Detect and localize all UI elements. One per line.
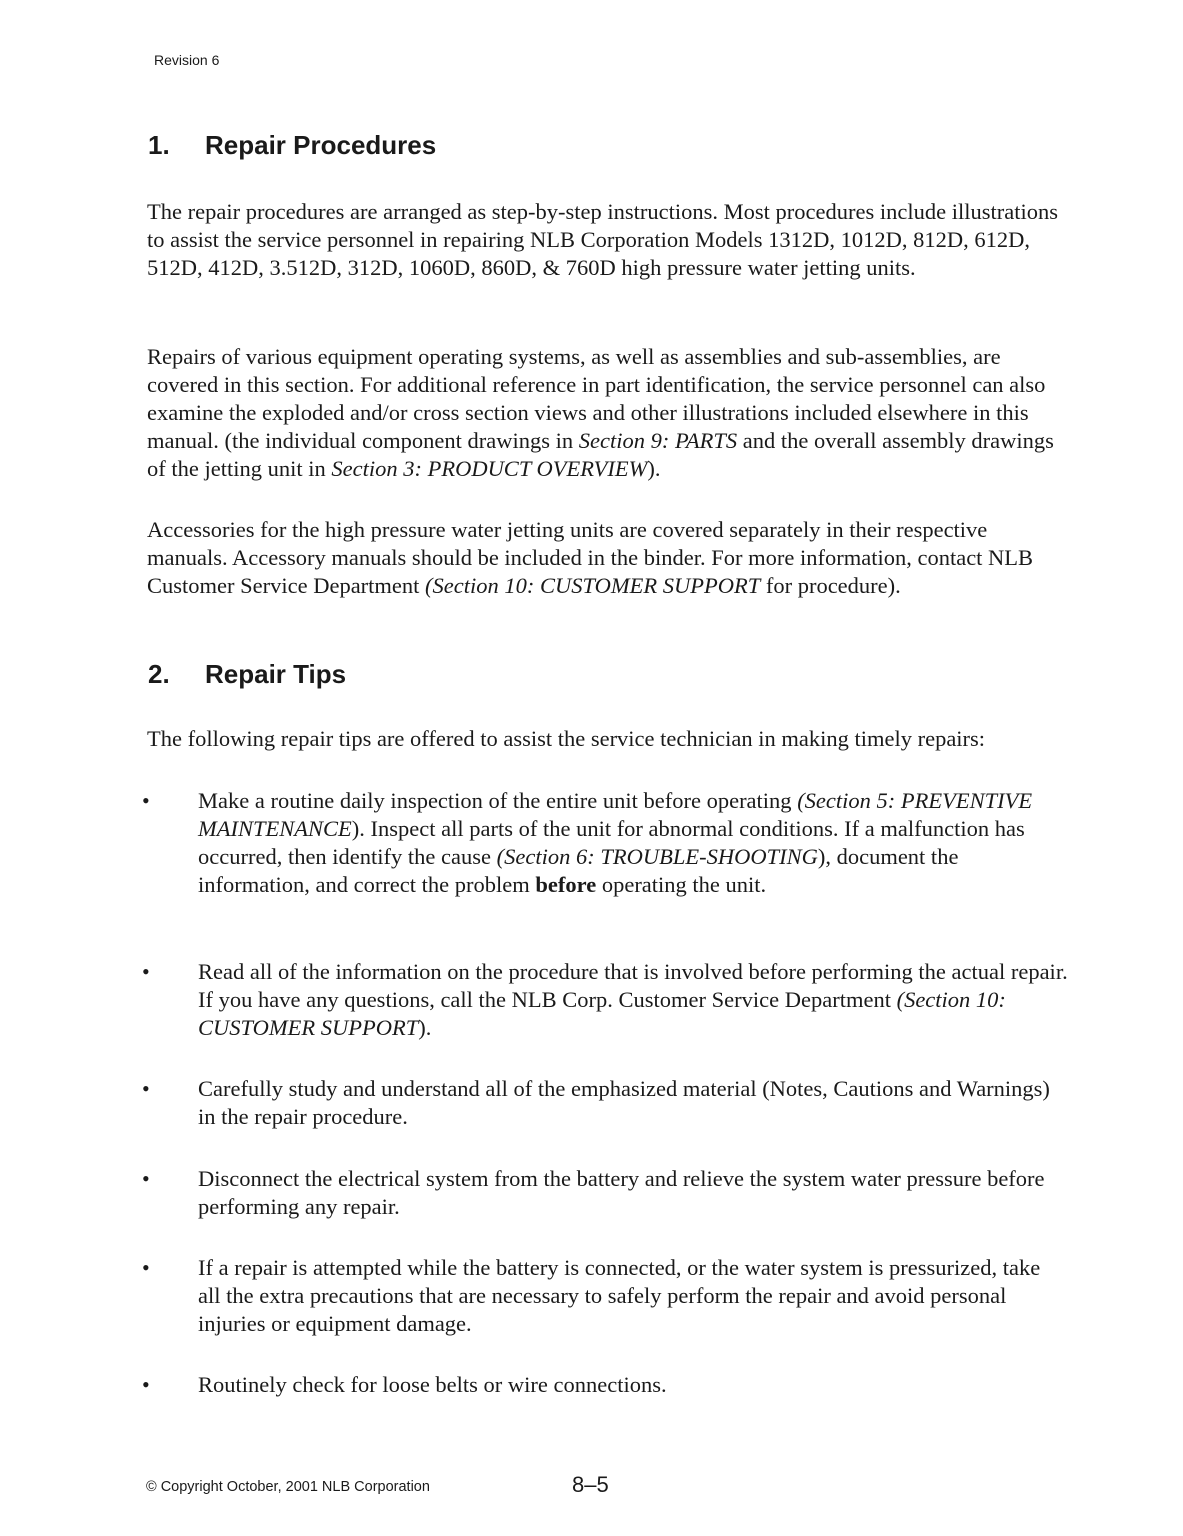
p3-text-b: for procedure). bbox=[760, 573, 901, 598]
copyright-notice: © Copyright October, 2001 NLB Corporation bbox=[146, 1479, 430, 1495]
section-1-paragraph-2 bbox=[147, 343, 1067, 483]
revision-label: Revision 6 bbox=[154, 52, 220, 68]
section-10-reference: (Section 10: CUSTOMER SUPPORT bbox=[198, 987, 1006, 1040]
section-5-reference: (Section 5: PREVENTIVE MAINTENANCE bbox=[198, 788, 1033, 841]
tip-text: Routinely check for loose belts or wire connections. bbox=[198, 1372, 667, 1397]
page-number: 8–5 bbox=[572, 1472, 609, 1497]
tip2-b: ). bbox=[418, 1015, 432, 1040]
tip1-d: operating the unit. bbox=[596, 872, 767, 897]
tip-text: If a repair is attempted while the battery is connected, or the water system is pressurized, take all the extra precautions that are necessary to safely perform the repair and avoid personal injuries or equipment damage. bbox=[198, 1255, 1041, 1336]
section-1-title: Repair Procedures bbox=[205, 130, 437, 160]
tip1-bold-before: before bbox=[535, 872, 597, 897]
bullet-icon: • bbox=[142, 1255, 150, 1280]
section-1-paragraph-1: The repair procedures are arranged as step-by-step instructions. Most procedures include illustrations to assist the service personnel in repairing NLB Corporation Models 1312D, 1012D, 812D, 612D, 512D, 412D, 3.512D, 312D, 1060D, 860D, & 760D high pressure water jetting units. bbox=[147, 199, 1058, 280]
bullet-icon: • bbox=[142, 1166, 150, 1191]
section-3-reference: Section 3: PRODUCT OVERVIEW bbox=[331, 456, 648, 481]
bullet-icon: • bbox=[142, 1372, 150, 1397]
tip-text bbox=[198, 787, 1068, 899]
p3-text-a: Accessories for the high pressure water jetting units are covered separately in their respective manuals. Accessory manuals should be included in the binder. For more information, contact NLB Customer Service Department bbox=[147, 517, 1034, 598]
tip1-c: ), document the information, and correct the problem bbox=[198, 844, 959, 897]
tip1-b: ). Inspect all parts of the unit for abnormal conditions. If a malfunction has occurred, then identify the cause bbox=[198, 816, 1025, 869]
section-2-intro: The following repair tips are offered to assist the service technician in making timely repairs: bbox=[147, 726, 986, 751]
bullet-icon: • bbox=[142, 1076, 150, 1101]
p2-text-a: Repairs of various equipment operating systems, as well as assemblies and sub-assemblies, are covered in this section. For additional reference in part identification, the service personnel can also examine the exploded and/or cross section views and other illustrations included elsewhere in this manual. (the individual component drawings in bbox=[147, 344, 1046, 453]
section-9-reference: Section 9: PARTS bbox=[578, 428, 738, 453]
section-6-reference: (Section 6: TROUBLE-SHOOTING bbox=[496, 844, 818, 869]
p2-text-c: ). bbox=[647, 456, 661, 481]
section-10-reference: (Section 10: CUSTOMER SUPPORT bbox=[425, 573, 761, 598]
tip2-a: Read all of the information on the procedure that is involved before performing the actual repair. If you have any questions, call the NLB Corp. Customer Service Department bbox=[198, 959, 1068, 1012]
section-1-heading bbox=[148, 130, 436, 161]
p2-text-b: and the overall assembly drawings of the jetting unit in bbox=[147, 428, 1054, 481]
tip-text: Disconnect the electrical system from the battery and relieve the system water pressure before performing any repair. bbox=[198, 1166, 1045, 1219]
bullet-icon: • bbox=[142, 788, 150, 813]
section-1-number: 1. bbox=[148, 130, 170, 160]
section-1-paragraph-3 bbox=[147, 516, 1067, 600]
tip1-a: Make a routine daily inspection of the entire unit before operating bbox=[198, 788, 798, 813]
section-2-title: Repair Tips bbox=[205, 659, 347, 689]
tip-text: Carefully study and understand all of the emphasized material (Notes, Cautions and Warnings) in the repair procedure. bbox=[198, 1076, 1050, 1129]
section-2-heading bbox=[148, 659, 346, 690]
tip-text bbox=[198, 958, 1068, 1042]
section-2-number: 2. bbox=[148, 659, 170, 689]
bullet-icon: • bbox=[142, 959, 150, 984]
